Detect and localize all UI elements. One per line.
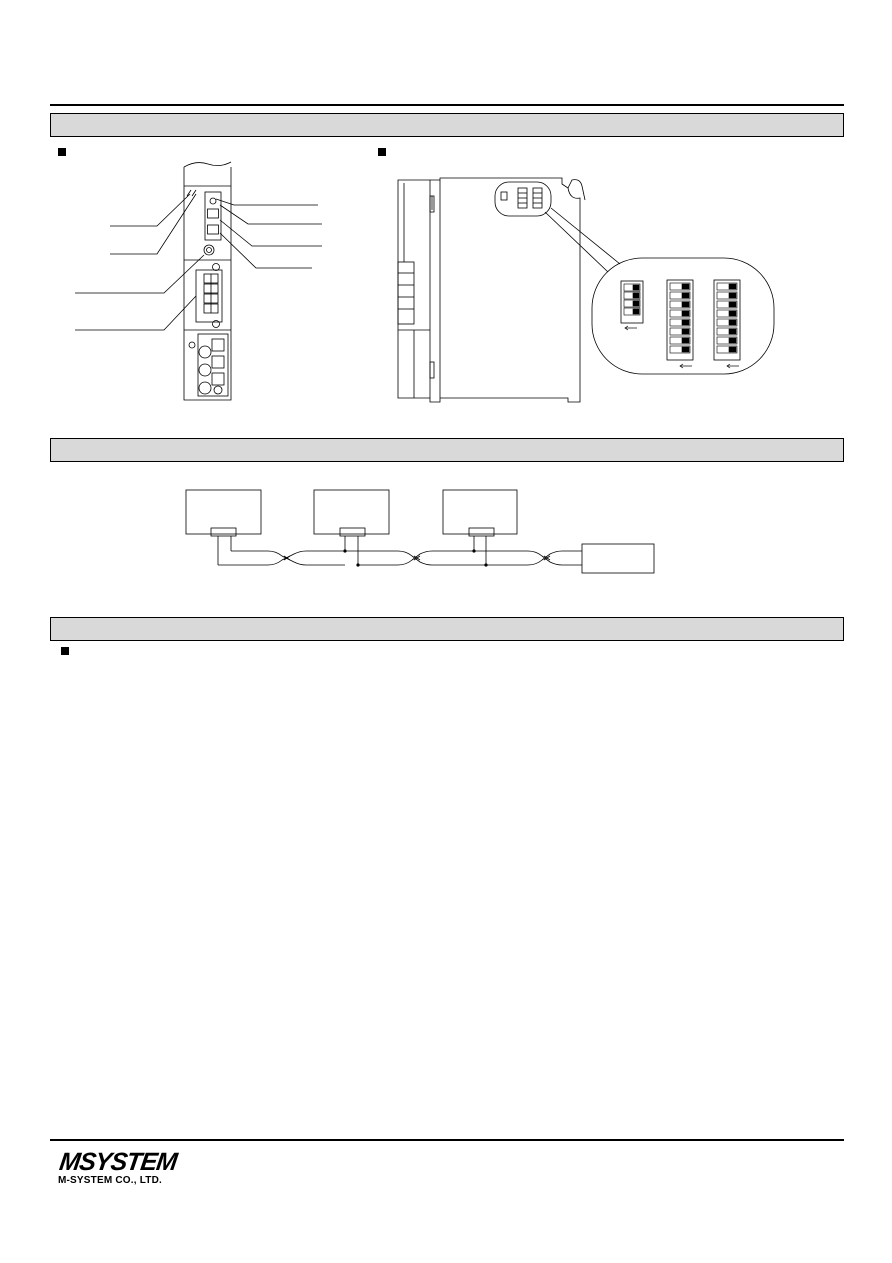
front-view-diagram: [60, 150, 340, 410]
bullet-side-view-icon: [378, 148, 386, 156]
bullet-settings-icon: [61, 647, 69, 655]
dip-switch-2: [670, 283, 690, 353]
section-bar-connection: [50, 438, 844, 462]
company-name: M-SYSTEM CO., LTD.: [58, 1175, 162, 1186]
logo-mark: MSYSTEM: [57, 1148, 179, 1176]
device-box-1: [186, 490, 261, 534]
dip-switch-3: [717, 283, 737, 353]
dip-switch-1: [624, 284, 640, 315]
network-connection-diagram: [180, 480, 660, 580]
section-bar-settings: [50, 617, 844, 641]
master-box: [582, 544, 654, 573]
side-view-diagram: [390, 170, 780, 410]
footer-rule: [50, 1139, 844, 1141]
header-rule: [50, 104, 844, 106]
company-logo: [57, 1148, 179, 1188]
section-bar-components: [50, 113, 844, 137]
device-box-3: [443, 490, 517, 534]
device-box-2: [314, 490, 389, 534]
